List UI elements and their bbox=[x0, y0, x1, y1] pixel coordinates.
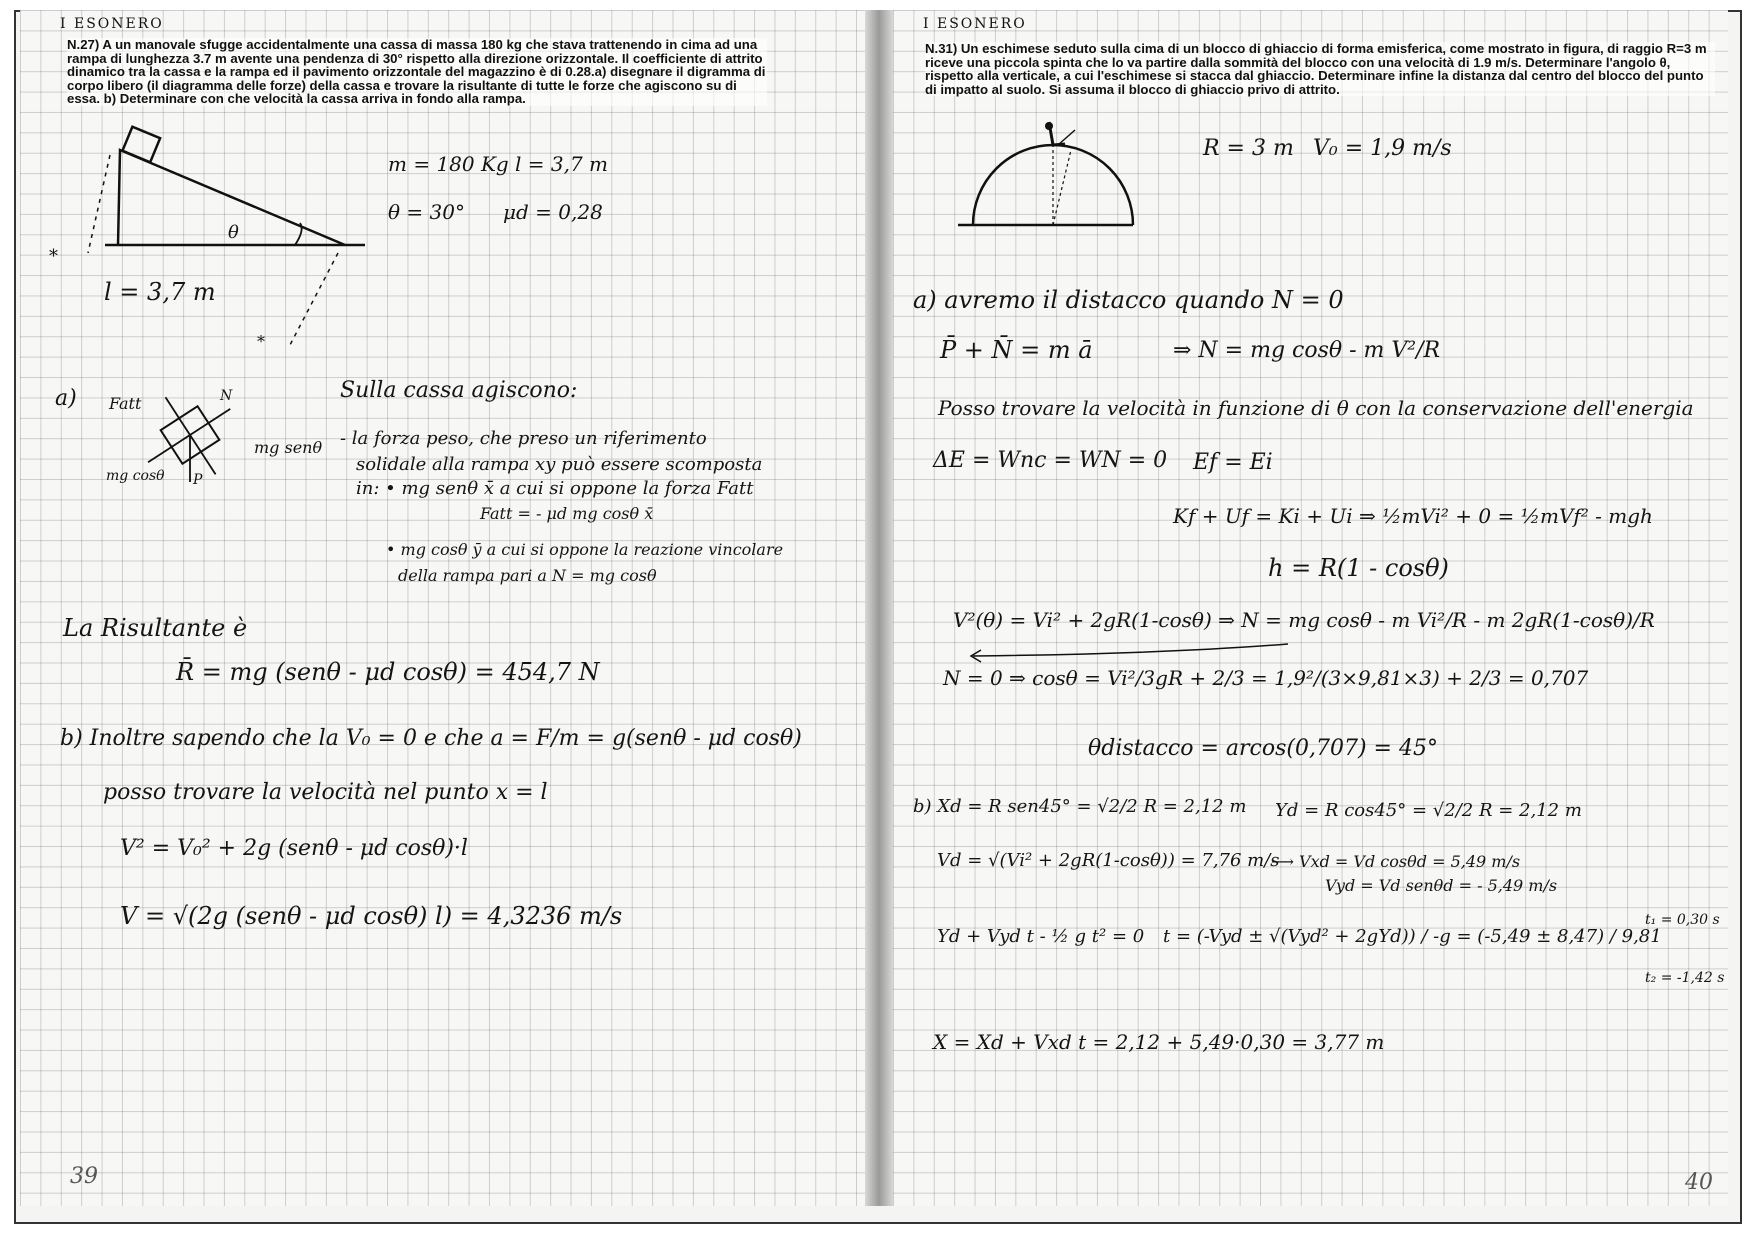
data-length: l = 3,7 m bbox=[515, 152, 608, 176]
left-page-number: 39 bbox=[70, 1164, 98, 1189]
text-resultant-formula: R̄ = mg (senθ - μd cosθ) = 454,7 N bbox=[176, 658, 600, 686]
problem-n27: N.27) A un manovale sfugge accidentalmente una cassa di massa 180 kg che stava trattenendo in cima ad una rampa di lunghezza 3.7 m avente una pendenza di 30° rispetto alla direzione orizzontale. Il coefficiente di attrito dinamico tra la cassa e la rampa ed il pavimento orizzontale del magazzino è di 0.28.a) disegnare il digramma di corpo libero (il diagramma delle forze) della cassa e trovare la risultante di tutte le forze che agiscono su di essa. b) Determinare con che velocità la cassa arriva in fondo alla rampa. bbox=[67, 37, 766, 106]
text-line-6: • mg cosθ ȳ a cui si oppone la reazione vincolare bbox=[386, 540, 784, 559]
text-xd: b) Xd = R sen45° = √2/2 R = 2,12 m bbox=[913, 796, 1247, 817]
text-t2: t₂ = -1,42 s bbox=[1645, 970, 1725, 986]
text-vxd: ⟶ Vxd = Vd cosθd = 5,49 m/s bbox=[1271, 852, 1521, 871]
ramp-star-mark: * bbox=[49, 246, 58, 267]
text-impact-distance: X = Xd + Vxd t = 2,12 + 5,49·0,30 = 3,77 m bbox=[933, 1030, 1385, 1054]
ramp-diagram bbox=[60, 125, 380, 345]
text-fatt-formula: Fatt = - μd mg cosθ x̄ bbox=[480, 504, 654, 523]
notebook-spine bbox=[865, 10, 893, 1206]
data-theta: θ = 30° bbox=[388, 200, 465, 224]
text-normal-force: ⇒ N = mg cosθ - m V²/R bbox=[1173, 338, 1441, 363]
right-page-number: 40 bbox=[1685, 1170, 1713, 1195]
ramp-star-mark-2: * bbox=[257, 332, 265, 351]
data-radius: R = 3 m bbox=[1203, 136, 1294, 161]
right-page bbox=[893, 10, 1728, 1206]
text-line-4: in: • mg senθ x̄ a cui si oppone la forza Fatt bbox=[356, 478, 754, 499]
text-vd: Vd = √(Vi² + 2gR(1-cosθ)) = 7,76 m/s bbox=[937, 850, 1280, 871]
text-energy-method: Posso trovare la velocità in funzione di θ con la conservazione dell'energia bbox=[938, 396, 1694, 420]
text-line-7: della rampa pari a N = mg cosθ bbox=[398, 566, 657, 585]
ramp-length-label: l = 3,7 m bbox=[104, 278, 216, 306]
fbd-mgcos: mg cosθ bbox=[106, 468, 165, 484]
text-motion-equation: Yd + Vyd t - ½ g t² = 0 bbox=[937, 926, 1145, 947]
text-energy-equal: Ef = Ei bbox=[1193, 450, 1273, 475]
data-mu: μd = 0,28 bbox=[503, 200, 603, 224]
text-time-formula: t = (-Vyd ± √(Vyd² + 2gYd)) / -g = (-5,49 ± 8,47) / 9,81 bbox=[1163, 926, 1662, 947]
right-header: I ESONERO bbox=[923, 16, 1027, 32]
ramp-theta: θ bbox=[228, 222, 239, 243]
data-mass: m = 180 Kg bbox=[388, 152, 509, 176]
text-newton-law: P̄ + N̄ = m ā bbox=[940, 336, 1093, 364]
text-velocity-point: posso trovare la velocità nel punto x = l bbox=[103, 780, 548, 805]
text-line-2: - la forza peso, che preso un riferimento bbox=[340, 428, 707, 449]
text-yd: Yd = R cos45° = √2/2 R = 2,12 m bbox=[1275, 800, 1582, 821]
hemisphere-diagram bbox=[953, 120, 1153, 250]
fbd-normal: N bbox=[220, 388, 233, 404]
text-final-velocity: V = √(2g (senθ - μd cosθ) l) = 4,3236 m/s bbox=[120, 902, 623, 930]
text-velocity-theta: V²(θ) = Vi² + 2gR(1-cosθ) ⇒ N = mg cosθ - m Vi²/R - m 2gR(1-cosθ)/R bbox=[953, 608, 1655, 632]
left-header: I ESONERO bbox=[60, 16, 164, 32]
text-detach-angle: θdistacco = arcos(0,707) = 45° bbox=[1088, 736, 1438, 761]
text-velocity-squared: V² = V₀² + 2g (senθ - μd cosθ)·l bbox=[120, 836, 468, 861]
text-detach-condition: a) avremo il distacco quando N = 0 bbox=[913, 286, 1344, 314]
fbd-label-a: a) bbox=[55, 386, 77, 411]
left-page bbox=[20, 10, 865, 1206]
text-energy-work: ΔE = Wnc = WN = 0 bbox=[933, 448, 1168, 473]
text-t1: t₁ = 0,30 s bbox=[1645, 912, 1720, 928]
text-forces-intro: Sulla cassa agiscono: bbox=[340, 378, 578, 403]
text-resultant-intro: La Risultante è bbox=[63, 614, 248, 642]
text-cos-theta: N = 0 ⇒ cosθ = Vi²/3gR + 2/3 = 1,9²/(3×9,81×3) + 2/3 = 0,707 bbox=[943, 666, 1589, 690]
text-vyd: Vyd = Vd senθd = - 5,49 m/s bbox=[1325, 876, 1558, 895]
fbd-weight: P bbox=[193, 472, 203, 488]
problem-n31: N.31) Un eschimese seduto sulla cima di un blocco di ghiaccio di forma emisferica, come mostrato in figura, di raggio R=3 m riceve una piccola spinta che lo va partire dalla sommità del blocco con una velocità di 1.9 m/s. Determinare l'angolo θ, rispetto alla verticale, a cui l'eschimese si stacca dal ghiaccio. Determinare infine la distanza dal centro del blocco del punto di impatto al suolo. Si assuma il blocco di ghiaccio privo di attrito. bbox=[925, 42, 1715, 96]
text-part-b: b) Inoltre sapendo che la V₀ = 0 e che a = F/m = g(senθ - μd cosθ) bbox=[60, 726, 802, 751]
fbd-mgsen: mg senθ bbox=[254, 438, 323, 457]
data-initial-velocity: V₀ = 1,9 m/s bbox=[1313, 136, 1452, 161]
fbd-fatt: Fatt bbox=[109, 394, 142, 413]
substitution-arrow bbox=[963, 642, 1293, 666]
text-line-3: solidale alla rampa xy può essere scomposta bbox=[356, 454, 763, 475]
text-energy-conservation: Kf + Uf = Ki + Ui ⇒ ½mVi² + 0 = ½mVf² - mgh bbox=[1173, 504, 1653, 528]
text-height: h = R(1 - cosθ) bbox=[1268, 554, 1449, 582]
